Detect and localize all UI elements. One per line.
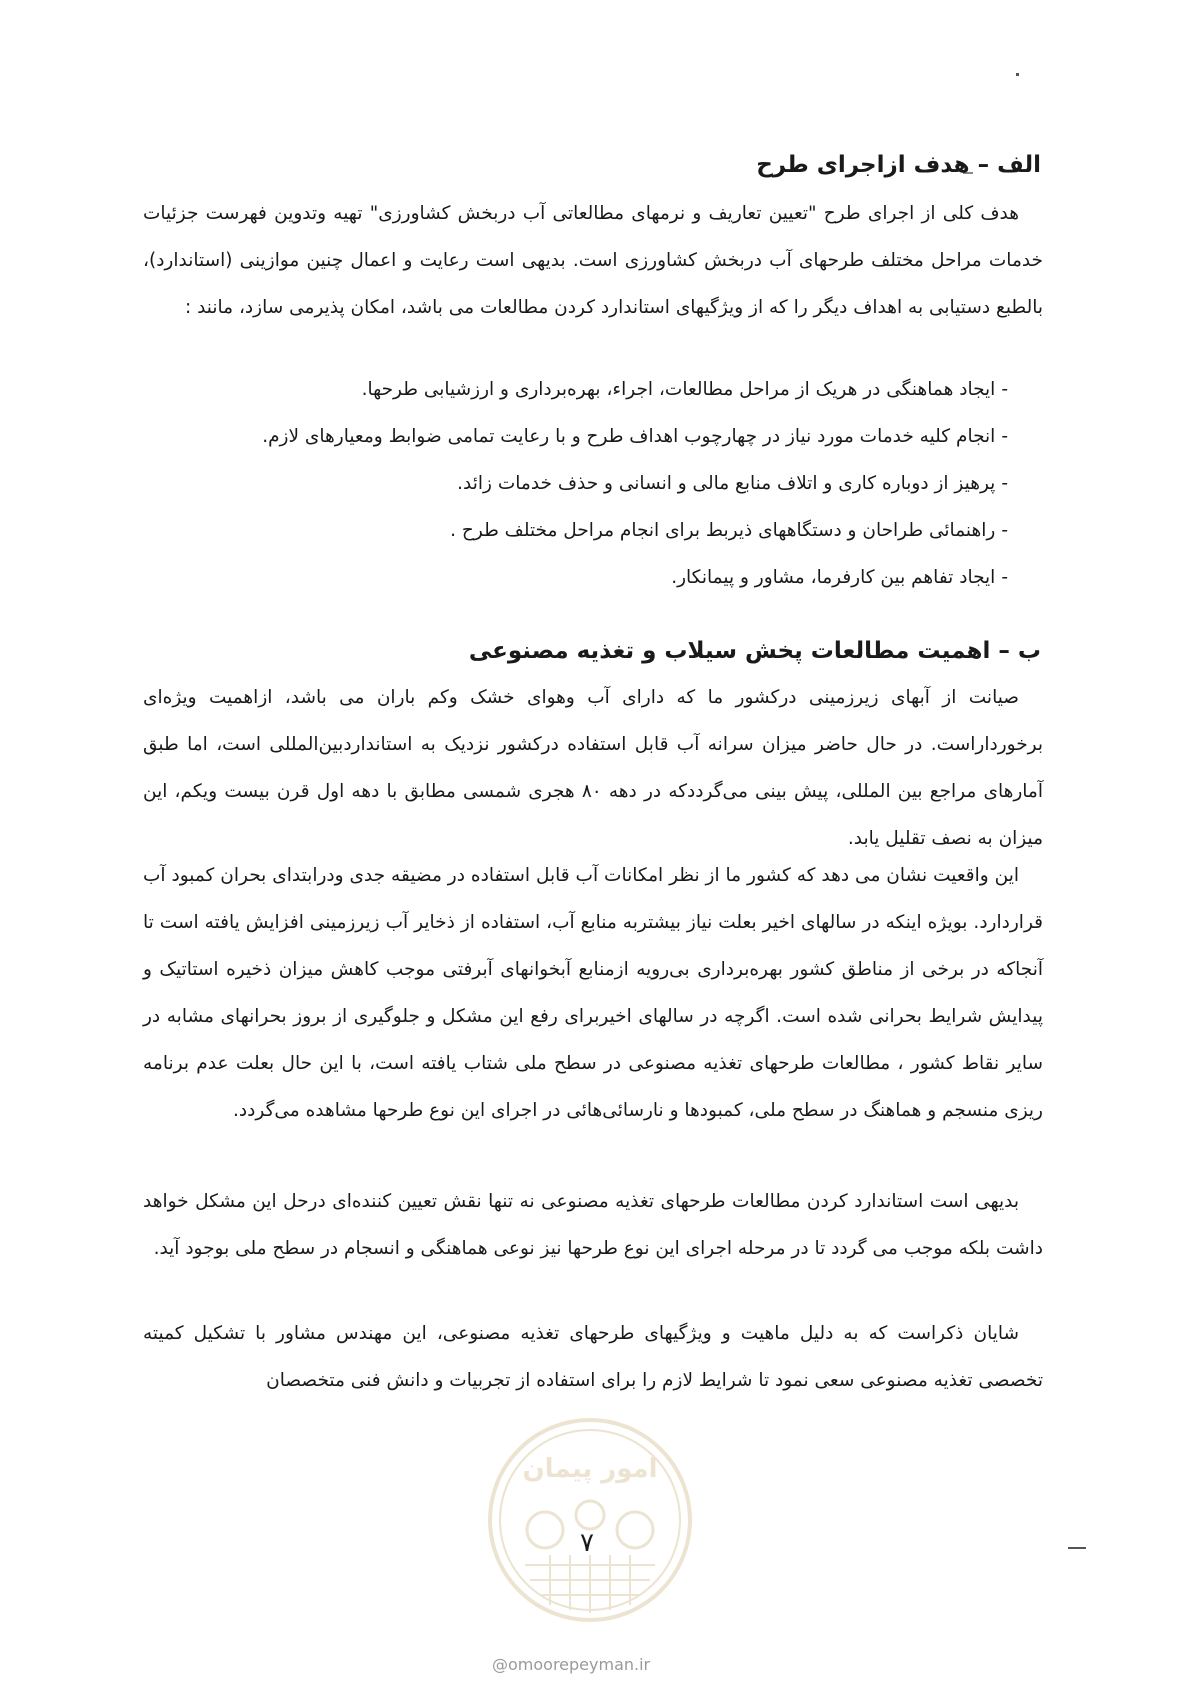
section-b-paragraph-4 [143,1310,1043,1404]
bullet-text: ایجاد تفاهم بین کارفرما، مشاور و پیمانکار. [671,567,996,588]
section-b-paragraph-3-text: بدیهی است استاندارد کردن مطالعات طرحهای تغذیه مصنوعی نه تنها نقش تعیین کننده‌ای درحل این مشکل خواهد داشت بلکه موجب می گردد تا در مرحله اجرای این نوع طرحها نیز نوعی هماهنگی و انسجام در سطح ملی بوجود آید. [143,1191,1043,1259]
section-b-paragraph-3 [143,1178,1043,1272]
section-b-paragraph-4-text: شایان ذکراست که به دلیل ماهیت و ویژگیهای طرحهای تغذیه مصنوعی، این مهندس مشاور با تشکیل کمیته تخصصی تغذیه مصنوعی سعی نمود تا شرایط لازم را برای استفاده از تجربیات و دانش فنی متخصصان [143,1323,1043,1391]
bullet-item [128,554,1008,601]
omoore-peyman-watermark-logo [485,1415,695,1625]
bullet-text: پرهیز از دوباره کاری و اتلاف منابع مالی و انسانی و حذف خدمات زائد. [457,473,996,494]
bullet-text: ایجاد هماهنگی در هریک از مراحل مطالعات، اجراء، بهره‌برداری و ارزشیابی طرحها. [361,379,996,400]
watermark-site-text: @omoorepeyman.ir [492,1655,651,1674]
page-number: ۷ [580,1528,594,1558]
section-b-paragraph-2-text: این واقعیت نشان می دهد که کشور ما از نظر امکانات آب قابل استفاده در مضیقه جدی ودرابتدای بحران کمبود آب قراردارد. بویژه اینکه در سالهای اخیر بعلت نیاز بیشتربه منابع آب، استفاده از ذخایر آب زیرزمینی افزایش یافته است تا آنجاکه در برخی از مناطق کشور بهره‌برداری بی‌رویه ازمنابع آبخوانهای آبرفتی موجب کاهش میزان ذخیره استاتیک و پیدایش شرایط بحرانی شده است. اگرچه در سالهای اخیربرای رفع این مشکل و جلوگیری از بروز بحرانهای مشابه در سایر نقاط کشور ، مطالعات طرحهای تغذیه مصنوعی در سطح ملی شتاب یافته است، با این حال بعلت عدم برنامه ریزی منسجم و هماهنگ در سطح ملی، کمبودها و نارسائی‌هائی در اجرای این نوع طرحها مشاهده می‌گردد. [143,865,1043,1121]
section-b-paragraph-1-text: صیانت از آبهای زیرزمینی درکشور ما که دارای آب وهوای خشک وکم باران می باشد، ازاهمیت ویژه‌ای برخورداراست. در حال حاضر میزان سرانه آب قابل استفاده درکشور نزدیک به استانداردبین‌المللی است، اما طبق آمارهای مراجع بین المللی، پیش بینی می‌گرددکه در دهه ۸۰ هجری شمسی مطابق با دهه اول قرن بیست ویکم، این میزان به نصف تقلیل یابد. [143,687,1043,849]
scan-mark [1068,1547,1086,1549]
section-a-bullet-list [128,366,1008,601]
bullet-item [128,460,1008,507]
svg-text:امور پیمان: امور پیمان [522,1454,658,1484]
bullet-dash: - [1001,379,1008,400]
section-b-paragraph-2 [143,852,1043,1134]
scan-speck [1016,73,1019,76]
bullet-item [128,366,1008,413]
bullet-item [128,413,1008,460]
bullet-text: انجام کلیه خدمات مورد نیاز در چهارچوب اهداف طرح و با رعایت تمامی ضوابط ومعیارهای لازم. [262,426,996,447]
bullet-dash: - [1001,473,1008,494]
section-b-paragraph-1 [143,674,1043,862]
bullet-dash: - [1001,567,1008,588]
section-a-paragraph [143,190,1043,331]
section-a-paragraph-text: هدف کلی از اجرای طرح "تعیین تعاریف و نرمهای مطالعاتی آب دربخش کشاورزی" تهیه وتدوین فهرست جزئیات خدمات مراحل مختلف طرحهای آب دربخش کشاورزی است. بدیهی است رعایت و اعمال چنین موازینی (استاندارد)، بالطبع دستیابی به اهداف دیگر را که از ویژگیهای استاندارد کردن مطالعات می باشد، امکان پذیرمی سازد، مانند : [143,203,1043,318]
bullet-text: راهنمائی طراحان و دستگاههای ذیربط برای انجام مراحل مختلف طرح . [450,520,996,541]
bullet-item [128,507,1008,554]
bullet-dash: - [1001,426,1008,447]
section-a-title: الف – هدف ازاجرای طرح [756,152,1041,178]
section-b-title: ب – اهمیت مطالعات پخش سیلاب و تغذیه مصنوعی [468,638,1041,664]
bullet-dash: - [1001,520,1008,541]
